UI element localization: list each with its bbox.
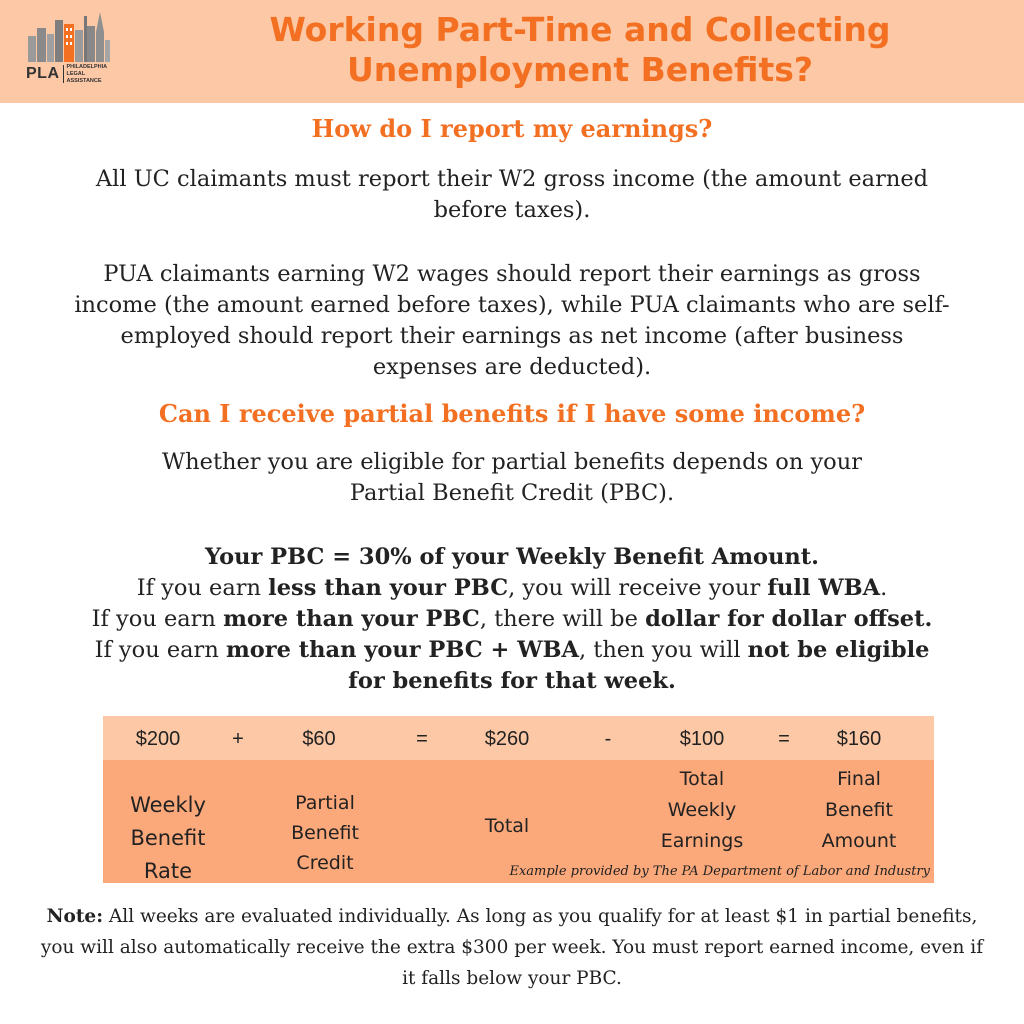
para2-line4: expenses are deducted). [372, 354, 652, 380]
table-values-row [103, 716, 934, 760]
rule-more-than-pbc-wba: If you earn more than your PBC + WBA, then you will not be eligible for benefits for that week. [94, 637, 930, 694]
note-line3: it falls below your PBC. [402, 968, 622, 989]
title-line1: Working Part-Time and Collecting [269, 10, 891, 49]
operator-equals-1: = [416, 728, 428, 750]
operator-plus: + [232, 728, 244, 750]
note-line2: you will also automatically receive the extra $300 per week. You must report earned income, even if [40, 937, 984, 958]
logo-text [26, 62, 110, 86]
logo-abbr: PLA [26, 65, 64, 83]
example-source-credit: Example provided by The PA Department of Labor and Industry [509, 864, 930, 879]
title-line2: Unemployment Benefits? [346, 50, 814, 89]
pbc-rules [30, 542, 994, 697]
label-weekly-benefit-rate: Weekly Benefit Rate [130, 793, 206, 883]
logo-full-line1: PHILADELPHIA [66, 63, 108, 70]
header-band [0, 0, 1024, 103]
para2-line1: PUA claimants earning W2 wages should report their earnings as gross [103, 261, 921, 287]
paragraph-uc-claimants [30, 164, 994, 226]
city-skyline-icon [26, 10, 110, 62]
label-final-benefit-amount: Final Benefit Amount [821, 768, 897, 852]
rule-less-than-pbc: If you earn less than your PBC, you will receive your full WBA. [136, 575, 888, 601]
table-labels-row [103, 760, 934, 883]
page-title [150, 10, 1010, 90]
para1-line1: All UC claimants must report their W2 gross income (the amount earned [95, 166, 929, 192]
operator-equals-2: = [778, 728, 790, 750]
heading-partial-benefits: Can I receive partial benefits if I have some income? [158, 399, 866, 428]
paragraph-eligibility-intro [30, 447, 994, 509]
label-total: Total [484, 815, 530, 837]
value-final-benefit: $160 [836, 728, 882, 750]
heading-report-earnings: How do I report my earnings? [311, 114, 713, 143]
rule-more-than-pbc: If you earn more than your PBC, there will be dollar for dollar offset. [91, 606, 933, 632]
intro-line2: Partial Benefit Credit (PBC). [349, 480, 675, 506]
intro-line1: Whether you are eligible for partial benefits depends on your [162, 449, 862, 475]
pla-logo [26, 10, 110, 86]
value-total: $260 [484, 728, 530, 750]
para2-line3: employed should report their earnings as net income (after business [120, 323, 904, 349]
label-total-weekly-earnings: Total Weekly Earnings [660, 768, 744, 852]
example-calculation-table [103, 716, 934, 883]
value-partial-credit: $60 [302, 728, 336, 750]
operator-minus: - [604, 728, 612, 750]
logo-full-line2: LEGAL ASSISTANCE [66, 70, 102, 84]
value-weekly-earnings: $100 [679, 728, 725, 750]
para2-line2: income (the amount earned before taxes), while PUA claimants who are self- [74, 292, 950, 318]
note-paragraph [0, 901, 1024, 994]
para1-line2: before taxes). [433, 197, 591, 223]
label-partial-benefit-credit: Partial Benefit Credit [291, 792, 359, 874]
logo-full-name [64, 64, 111, 85]
value-weekly-benefit: $200 [135, 728, 181, 750]
rule-pbc-definition: Your PBC = 30% of your Weekly Benefit Amount. [204, 544, 820, 570]
note-line1: All weeks are evaluated individually. As long as you qualify for at least $1 in partial benefits, [103, 906, 978, 927]
paragraph-pua-claimants [10, 259, 1014, 383]
note-label: Note: [46, 906, 104, 927]
